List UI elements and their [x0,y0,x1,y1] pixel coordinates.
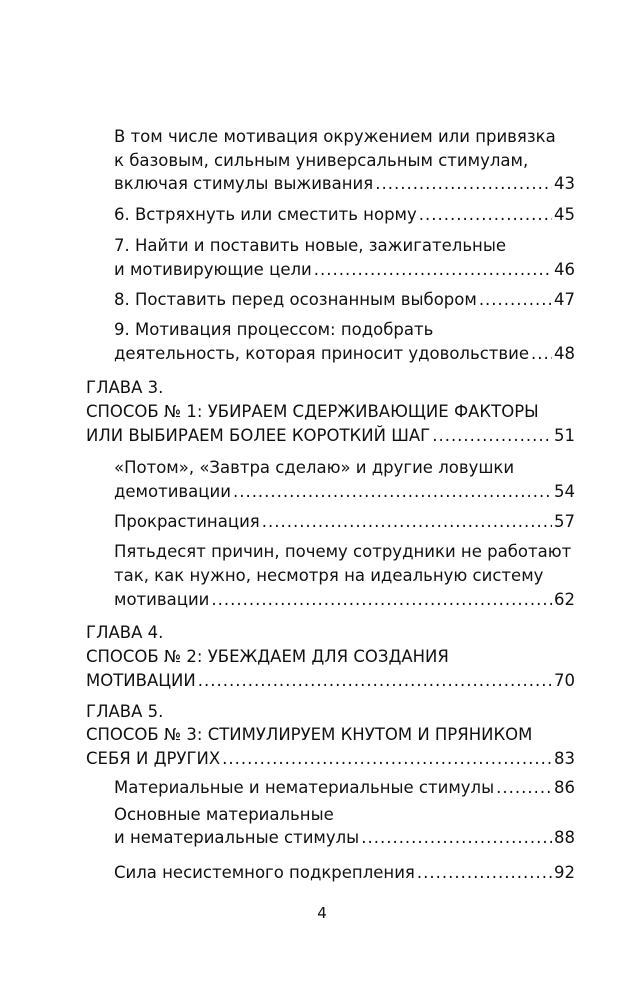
toc-entry[interactable] [114,288,575,312]
chapter-label: ГЛАВА 3. [86,378,164,397]
toc-entry-line: так, как нужно, несмотря на идеальную систему [114,566,544,585]
chapter-title: МОТИВАЦИИ [86,671,196,690]
toc-entry-title: деятельность, которая приносит удовольствие [114,344,529,363]
toc-entry-line: Основные материальные [114,805,334,824]
chapter-title-line: СПОСОБ № 1: УБИРАЕМ СДЕРЖИВАЮЩИЕ ФАКТОРЫ [86,402,539,421]
toc-page-number: 46 [554,260,575,279]
toc-page-number: 88 [554,828,575,847]
chapter-entry[interactable] [86,747,575,771]
leader-dots [419,203,552,227]
toc-entry[interactable] [114,588,575,612]
leader-dots [496,776,552,800]
chapter-label: ГЛАВА 4. [86,623,164,642]
toc-entry-title: демотивации [114,482,231,501]
toc-entry[interactable] [114,510,575,534]
toc-entry[interactable] [114,258,575,282]
toc-entry-line: «Потом», «Завтра сделаю» и другие ловушки [114,458,515,477]
leader-dots [361,826,552,850]
toc-page-number: 47 [554,290,575,309]
chapter-entry[interactable] [86,424,575,448]
toc-entry-title: Прокрастинация [114,512,260,531]
toc-entry[interactable] [114,861,575,885]
page-number: 4 [317,904,327,922]
toc-page-number: 92 [554,863,575,882]
leader-dots [479,288,552,312]
toc-entry-title: мотивации [114,590,210,609]
toc-entry-title: 6. Встряхнуть или сместить норму [114,205,417,224]
toc-entry[interactable] [114,203,575,227]
leader-dots [531,342,552,366]
chapter-title-line: СПОСОБ № 2: УБЕЖДАЕМ ДЛЯ СОЗДАНИЯ [86,647,449,666]
chapter-entry[interactable] [86,669,575,693]
toc-page-number: 51 [554,426,575,445]
toc-entry[interactable] [114,826,575,850]
leader-dots [417,861,552,885]
leader-dots [198,669,552,693]
chapter-label: ГЛАВА 5. [86,702,164,721]
toc-entry[interactable] [114,172,575,196]
toc-page-number: 57 [554,512,575,531]
toc-entry-title: Материальные и нематериальные стимулы [114,778,495,797]
chapter-title-line: СПОСОБ № 3: СТИМУЛИРУЕМ КНУТОМ И ПРЯНИКОМ [86,725,533,744]
toc-page-number: 54 [554,482,575,501]
toc-entry-line: Пятьдесят причин, почему сотрудники не работают [114,542,572,561]
toc-page-number: 83 [554,749,575,768]
toc-page-number: 70 [554,671,575,690]
leader-dots [375,172,552,196]
toc-page-number: 45 [554,205,575,224]
toc-entry-title: Сила несистемного подкрепления [114,863,415,882]
toc-page-number: 62 [554,590,575,609]
toc-page-number: 86 [554,778,575,797]
toc-entry[interactable] [114,776,575,800]
leader-dots [233,480,552,504]
toc-page-number: 43 [554,174,575,193]
chapter-title: СЕБЯ И ДРУГИХ [86,749,221,768]
toc-entry-line: к базовым, сильным универсальным стимулам, [114,151,529,170]
toc-entry-title: и мотивирующие цели [114,260,312,279]
leader-dots [314,258,552,282]
leader-dots [432,424,552,448]
leader-dots [222,747,552,771]
toc-entry-line: 7. Найти и поставить новые, зажигательные [114,236,507,255]
toc-entry-title: 8. Поставить перед осознанным выбором [114,290,477,309]
chapter-title: ИЛИ ВЫБИРАЕМ БОЛЕЕ КОРОТКИЙ ШАГ [86,426,431,445]
leader-dots [262,510,552,534]
toc-entry[interactable] [114,480,575,504]
toc-entry-line: В том числе мотивация окружением или привязка [114,127,556,146]
toc-entry-line: 9. Мотивация процессом: подобрать [114,320,434,339]
toc-page-number: 48 [554,344,575,363]
toc-entry-title: включая стимулы выживания [114,174,374,193]
leader-dots [211,588,552,612]
toc-entry-title: и нематериальные стимулы [114,828,360,847]
toc-entry[interactable] [114,342,575,366]
